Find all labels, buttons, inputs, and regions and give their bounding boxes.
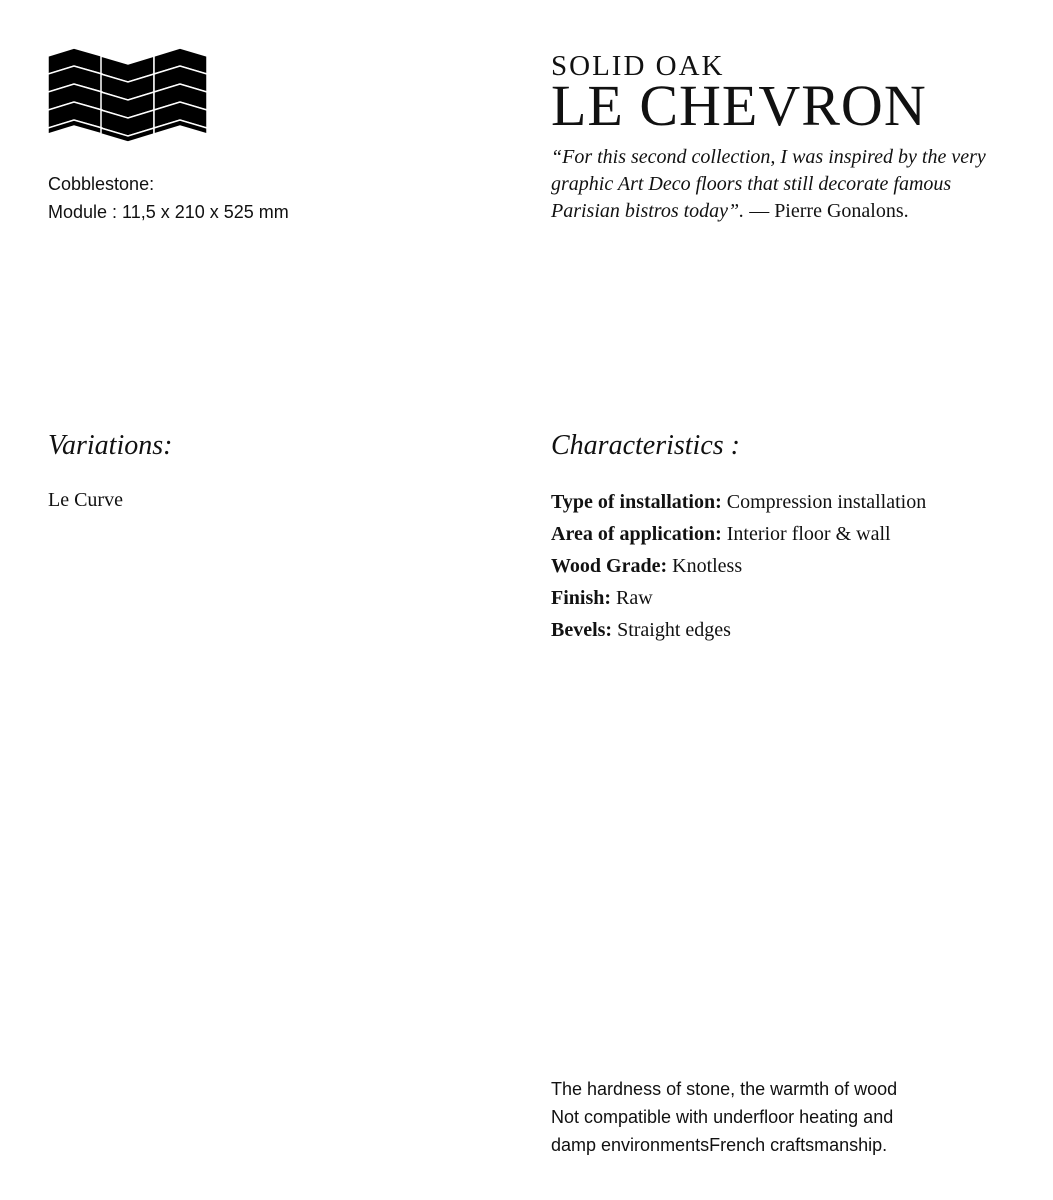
variations-section [48,428,172,514]
variation-link-le-curve[interactable]: Le Curve [48,489,123,511]
char-row-installation [551,486,1031,518]
description-line: The hardness of stone, the warmth of wood [551,1079,898,1099]
char-label: Finish: [551,587,612,609]
char-value: Raw [611,587,653,609]
collection-subtitle: SOLID OAK [551,50,725,82]
char-row-wood-grade [551,550,1031,582]
quote-author: — Pierre Gonalons. [744,200,909,222]
characteristics-heading: Characteristics : [551,430,740,461]
char-label: Bevels: [551,619,613,641]
chevron-pattern-icon [48,48,208,142]
title-block [551,50,1021,225]
quote-text: “For this second collection, I was inspired by the very graphic Art Deco floors that still decorate famous Parisian bistros today”. [551,146,986,222]
characteristics-list [551,486,1031,646]
pattern-module: Module : 11,5 x 210 x 525 mm [48,202,289,222]
char-label: Area of application: [551,523,722,545]
char-value: Compression installation [721,491,927,513]
char-label: Wood Grade: [551,555,668,577]
char-row-application [551,518,1031,550]
pattern-name: Cobblestone: [48,174,155,194]
char-value: Straight edges [612,619,731,641]
description-line: Not compatible with underfloor heating and damp environmentsFrench craftsmanship. [551,1107,894,1155]
char-value: Knotless [667,555,743,577]
designer-quote [551,144,1011,225]
char-row-finish [551,582,1031,614]
pattern-info [48,170,289,226]
product-description [551,1075,931,1159]
char-row-bevels [551,614,1031,646]
collection-title: LE CHEVRON [551,73,927,138]
char-label: Type of installation: [551,491,722,513]
characteristics-section [551,428,1031,646]
char-value: Interior floor & wall [721,523,891,545]
variations-heading: Variations: [48,430,173,461]
